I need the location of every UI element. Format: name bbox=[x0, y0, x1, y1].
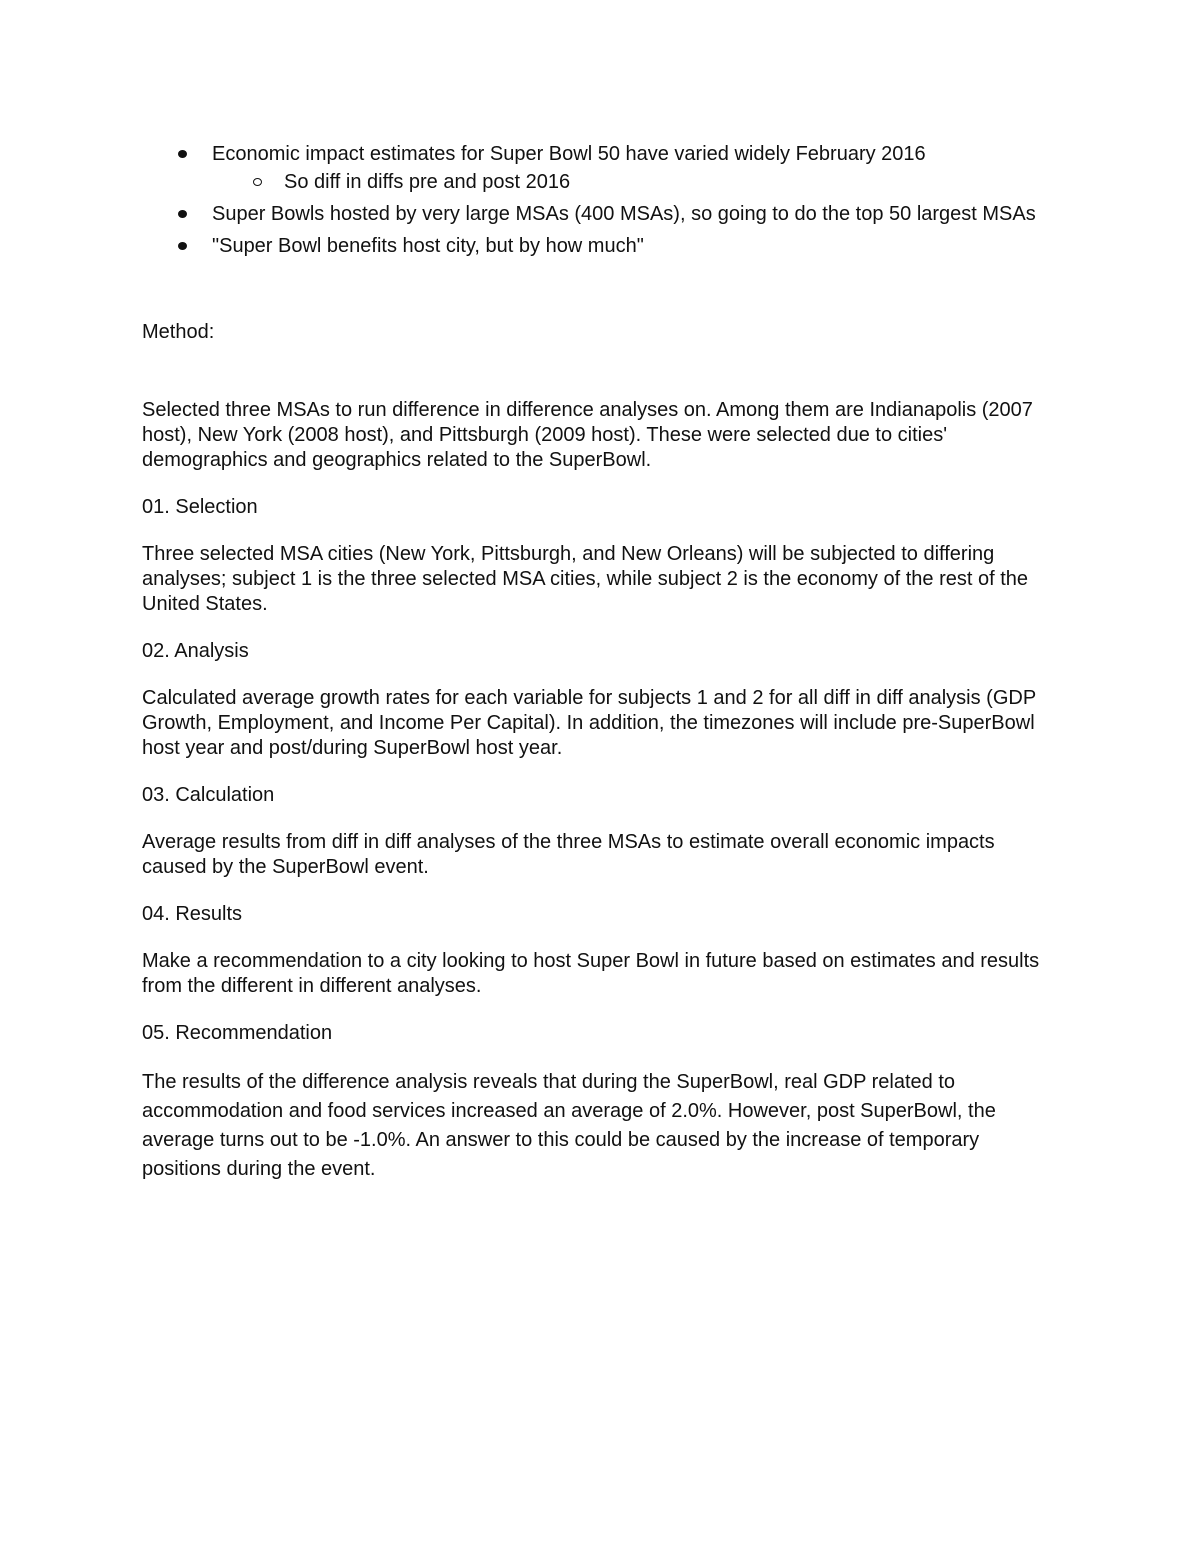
sub-bullet-text: So diff in diffs pre and post 2016 bbox=[284, 171, 571, 193]
section-heading-selection: 01. Selection bbox=[142, 496, 258, 518]
sub-bullet-list bbox=[142, 168, 1062, 196]
bullet-item bbox=[142, 140, 1062, 196]
bullet-item bbox=[142, 200, 1062, 228]
section-body-analysis: Calculated average growth rates for each variable for subjects 1 and 2 for all diff in diff analysis (GDP Growth, Employment, and Income Per Capital). In addition, the timezones will include pre-SuperBowl host year and post/during SuperBowl host year. bbox=[142, 687, 1036, 759]
bullet-dot-icon bbox=[178, 242, 187, 250]
bullet-dot-icon bbox=[178, 210, 187, 218]
section-heading-analysis: 02. Analysis bbox=[142, 640, 249, 662]
document-content bbox=[142, 140, 1062, 1184]
section-body-results: Make a recommendation to a city looking to host Super Bowl in future based on estimates and results from the different in different analyses. bbox=[142, 950, 1040, 997]
section-heading-calculation: 03. Calculation bbox=[142, 784, 275, 806]
bullet-item bbox=[142, 232, 1062, 260]
section-body-calculation: Average results from diff in diff analyses of the three MSAs to estimate overall economic impacts caused by the SuperBowl event. bbox=[142, 831, 995, 878]
bullet-text: "Super Bowl benefits host city, but by how much" bbox=[212, 235, 644, 257]
section-heading-results: 04. Results bbox=[142, 903, 243, 925]
bullet-list bbox=[142, 140, 1062, 260]
bullet-text: Economic impact estimates for Super Bowl 50 have varied widely February 2016 bbox=[212, 143, 926, 165]
sub-bullet-item bbox=[142, 168, 1062, 196]
bullet-dot-icon bbox=[178, 150, 187, 158]
bullet-text: Super Bowls hosted by very large MSAs (400 MSAs), so going to do the top 50 largest MSAs bbox=[212, 203, 1036, 225]
section-body-recommendation: The results of the difference analysis reveals that during the SuperBowl, real GDP related to accommodation and food services increased an average of 2.0%. However, post SuperBowl, the average turns out to be -1.0%. An answer to this could be caused by the increase of temporary positions during the event. bbox=[142, 1071, 996, 1180]
method-intro: Selected three MSAs to run difference in difference analyses on. Among them are Indianapolis (2007 host), New York (2008 host), and Pittsburgh (2009 host). These were selected due to cities' demographics and geographics related to the SuperBowl. bbox=[142, 399, 1033, 471]
section-body-selection: Three selected MSA cities (New York, Pittsburgh, and New Orleans) will be subjected to differing analyses; subject 1 is the three selected MSA cities, while subject 2 is the economy of the rest of the United States. bbox=[142, 543, 1029, 615]
section-heading-recommendation: 05. Recommendation bbox=[142, 1022, 333, 1044]
method-heading: Method: bbox=[142, 321, 215, 343]
hollow-circle-icon bbox=[253, 178, 262, 186]
